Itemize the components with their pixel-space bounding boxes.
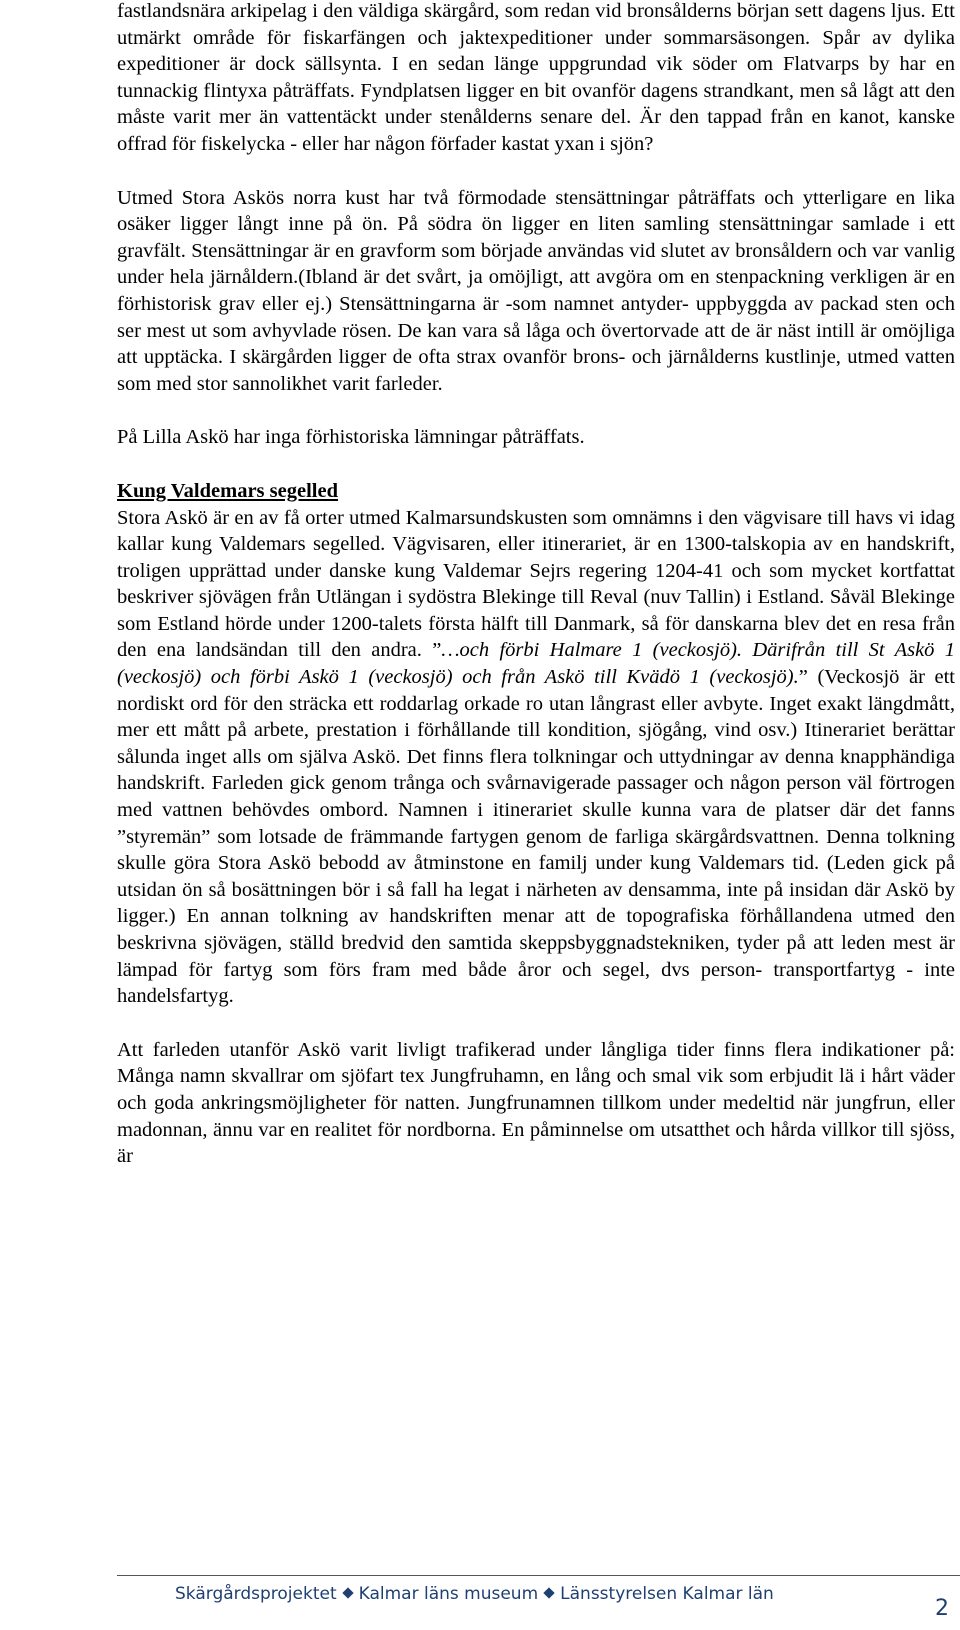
paragraph-farleden: Att farleden utanför Askö varit livligt trafikerad under långliga tider finns flera indikationer på: Många namn skvallrar om sjöfart tex Jungfruhamn, en lång och smal vik som erbjudit lä i hårt väder och goda ankringsmöjligheter för natten. Jungfrunamnen tillkom under medeltid när jungfrun, eller madonnan, ännu var en realitet för nordborna. En påminnelse om utsatthet och hårda villkor till sjöss, är [117,1038,955,1168]
paragraph-flintyxa: fastlandsnära arkipelag i den väldiga skärgård, som redan vid bronsålderns början sett dagens ljus. Ett utmärkt område för fiskarfängen och jaktexpeditioner under sommarsäsongen. Spår av dylika expeditioner är dock sällsynta. I en sedan länge uppgrundad vik söder om Flatvarps by har en tunnackig flintyxa påträffats. Fyndplatsen ligger en bit ovanför dagens strandkant, men så lågt att den måste varit mer än vattentäckt under stenålderns senare del. Är den tappad från en kanot, kanske offrad för fiskelycka - eller har någon förfader kastat yxan i sjön? [117,0,955,155]
segelled-text-b: ” (Veckosjö är ett nordiskt ord för den sträcka ett roddarlag orkade ro utan långrast eller avbyte. Inget exakt längdmått, mer ett mått på arbete, prestation i förhållande till kondition, sjögång, vind osv.) Itinerariet berättar sålunda inget alls om själva Askö. Det finns flera tolkningar och uttydningar av denna knapphändiga handskrift. Farleden gick genom trånga och svårnavigerade passager och någon person väl förtrogen med vattnen behövdes ombord. Namnen i itinerariet skulle kunna vara de platser där det fanns ”styremän” som lotsade de främmande fartygen genom de farliga skärgårdsvattnen. Denna tolkning skulle göra Stora Askö bebodd av åtminstone en familj under kung Valdemars tid. (Leden gick på utsidan ön så bosättningen bör i så fall ha legat i närheten av densamma, inte på insidan där Askö by ligger.) En annan tolkning av handskriften menar att de topografiska förhållandena utmed den beskrivna sjövägen, ställd bredvid den samtida skeppsbyggnadstekniken, tyder på att leden mest är lämpad för fartyg som förs fram med både åror och segel, dvs person- transportfartyg - inte handelsfartyg. [117,666,956,1008]
paragraph-stensattningar: Utmed Stora Askös norra kust har två förmodade stensättningar påträffats och ytterligare en lika osäker ligger långt inne på ön. På södra ön ligger en liten samling stensättningar samlade i ett gravfält. Stensättningar är en gravform som började användas vid slutet av bronsåldern och var vanlig under hela järnåldern.(Ibland är det svårt, ja omöjligt, att avgöra om en stenpackning verkligen är en förhistorisk grav eller ej.) Stensättningarna är -som namnet antyder- uppbyggda av packad sten och ser mest ut som avhyvlade rösen. De kan vara så låga och övertorvade att de är näst intill är omöjliga att upptäcka. I skärgården ligger de ofta strax ovanför brons- och järnålderns kustlinje, utmed vatten som med stor sannolikhet varit farleder. [117,186,955,395]
paragraph-gap [117,158,955,185]
itinerary-quote: …och förbi Halmare 1 (veckosjö). Därifrån till St Askö 1 (veckosjö) och förbi Askö 1 (veckosjö) och från Askö till Kvädö 1 (veckosjö). [117,639,955,689]
footer-lansstyrelsen: Länsstyrelsen Kalmar län [560,1584,774,1604]
paragraph-gap [117,1010,955,1037]
segelled-text-a: Stora Askö är en av få orter utmed Kalmarsundskusten som omnämns i den vägvisare till havs vi idag kallar kung Valdemars segelled. Vägvisaren, eller itinerariet, är en 1300-talskopia av en handskrift, troligen upprättad under danske kung Valdemar Sejrs regering 1204-41 och som mycket kortfattat beskriver sjövägen från Utlängan i sydöstra Blekinge till Reval (nuv Tallin) i Estland. Såväl Blekinge som Estland hörde under 1200-talets första hälft till Danmark, så för danskarna blev det en resa från den ena landsändan till den andra. ” [117,506,955,662]
footer-divider [117,1575,960,1576]
paragraph-gap [117,451,955,478]
paragraph-segelled [117,505,955,1010]
page-number: 2 [935,1596,949,1621]
diamond-icon [342,1587,353,1598]
footer-museum: Kalmar läns museum [358,1584,539,1604]
page-footer [175,1584,875,1604]
document-body [117,0,955,1170]
footer-project: Skärgårdsprojektet [175,1584,337,1604]
paragraph-gap [117,397,955,424]
diamond-icon [543,1587,554,1598]
section-heading: Kung Valdemars segelled [117,479,338,502]
paragraph-lilla-asko: På Lilla Askö har inga förhistoriska lämningar påträffats. [117,426,585,449]
